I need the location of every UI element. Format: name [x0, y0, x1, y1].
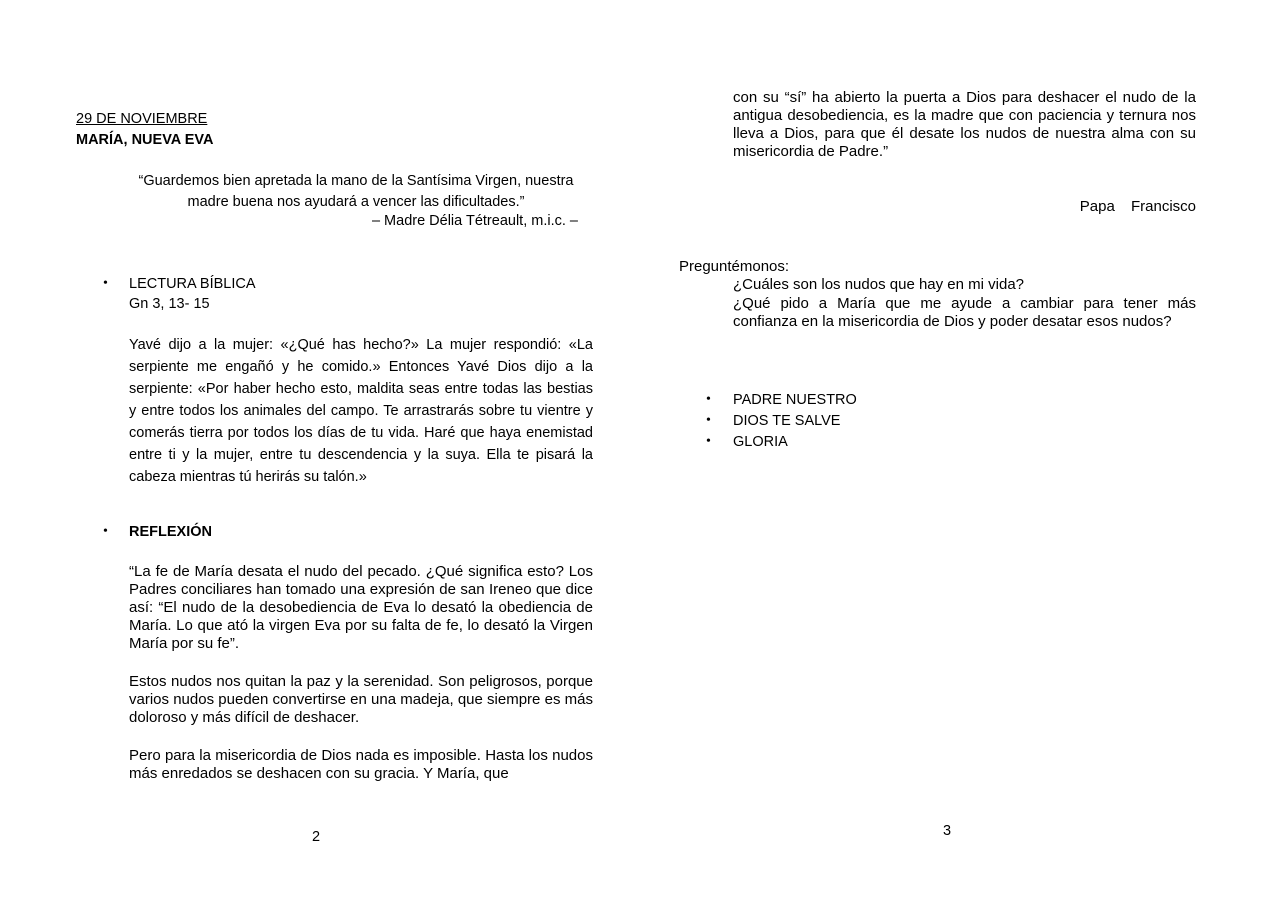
bullet-prayer-3: • [706, 434, 711, 449]
reflection-paragraph-1: “La fe de María desata el nudo del pecado. ¿Qué significa esto? Los Padres conciliares han tomado una expresión de san Ireneo que dice así: “El nudo de la desobediencia de Eva lo desató la obediencia de María. Lo que ató la virgen Eva por su falta de fe, lo desató la Virgen María por su fe”. [129, 563, 593, 652]
prayer-item-2: DIOS TE SALVE [733, 413, 841, 429]
reading-reference: Gn 3, 13- 15 [129, 296, 210, 312]
date-heading: 29 DE NOVIEMBRE [76, 111, 208, 127]
reflection-continuation: con su “sí” ha abierto la puerta a Dios para deshacer el nudo de la antigua desobediencia, es la madre que con paciencia y ternura nos lleva a Dios, para que él desate los nudos de nuestra alma con su misericordia de Padre.” [733, 89, 1196, 160]
bullet-reflection: • [103, 524, 108, 539]
reading-heading: LECTURA BÍBLICA [129, 276, 256, 292]
bullet-reading: • [103, 276, 108, 291]
bullet-prayer-1: • [706, 392, 711, 407]
page-number-left: 2 [312, 829, 321, 845]
questions-heading: Preguntémonos: [679, 258, 790, 275]
quote-line-2: madre buena nos ayudará a vencer las dificultades.” [187, 194, 525, 210]
quote-signature: Papa Francisco [1079, 198, 1196, 215]
reflection-paragraph-3: Pero para la misericordia de Dios nada es imposible. Hasta los nudos más enredados se deshacen con su gracia. Y María, que [129, 747, 593, 782]
reading-text: Yavé dijo a la mujer: «¿Qué has hecho?» La mujer respondió: «La serpiente me engañó y he comido.» Entonces Yavé Dios dijo a la serpiente: «Por haber hecho esto, maldita seas entre todas las bestias y entre todos los animales del campo. Te arrastrarás sobre tu vientre y comerás tierra por todos los días de tu vida. Haré que haya enemistad entre ti y la mujer, entre tu descendencia y la suya. Ella te pisará la cabeza mientras tú herirás su talón.» [129, 337, 593, 485]
reflection-heading: REFLEXIÓN [129, 524, 212, 540]
reflection-paragraph-2: Estos nudos nos quitan la paz y la serenidad. Son peligrosos, porque varios nudos pueden convertirse en una madeja, que siempre es más doloroso y más difícil de deshacer. [129, 673, 593, 726]
bullet-prayer-2: • [706, 413, 711, 428]
prayer-item-3: GLORIA [733, 434, 788, 450]
question-1: ¿Cuáles son los nudos que hay en mi vida? [733, 276, 1025, 293]
question-2: ¿Qué pido a María que me ayude a cambiar para tener más confianza en la misericordia de Dios y poder desatar esos nudos? [733, 295, 1196, 330]
page-number-right: 3 [943, 823, 952, 839]
quote-line-1: “Guardemos bien apretada la mano de la Santísima Virgen, nuestra [138, 173, 574, 189]
page-title: MARÍA, NUEVA EVA [76, 132, 214, 148]
quote-author: – Madre Délia Tétreault, m.i.c. – [371, 213, 578, 229]
prayer-item-1: PADRE NUESTRO [733, 392, 857, 408]
